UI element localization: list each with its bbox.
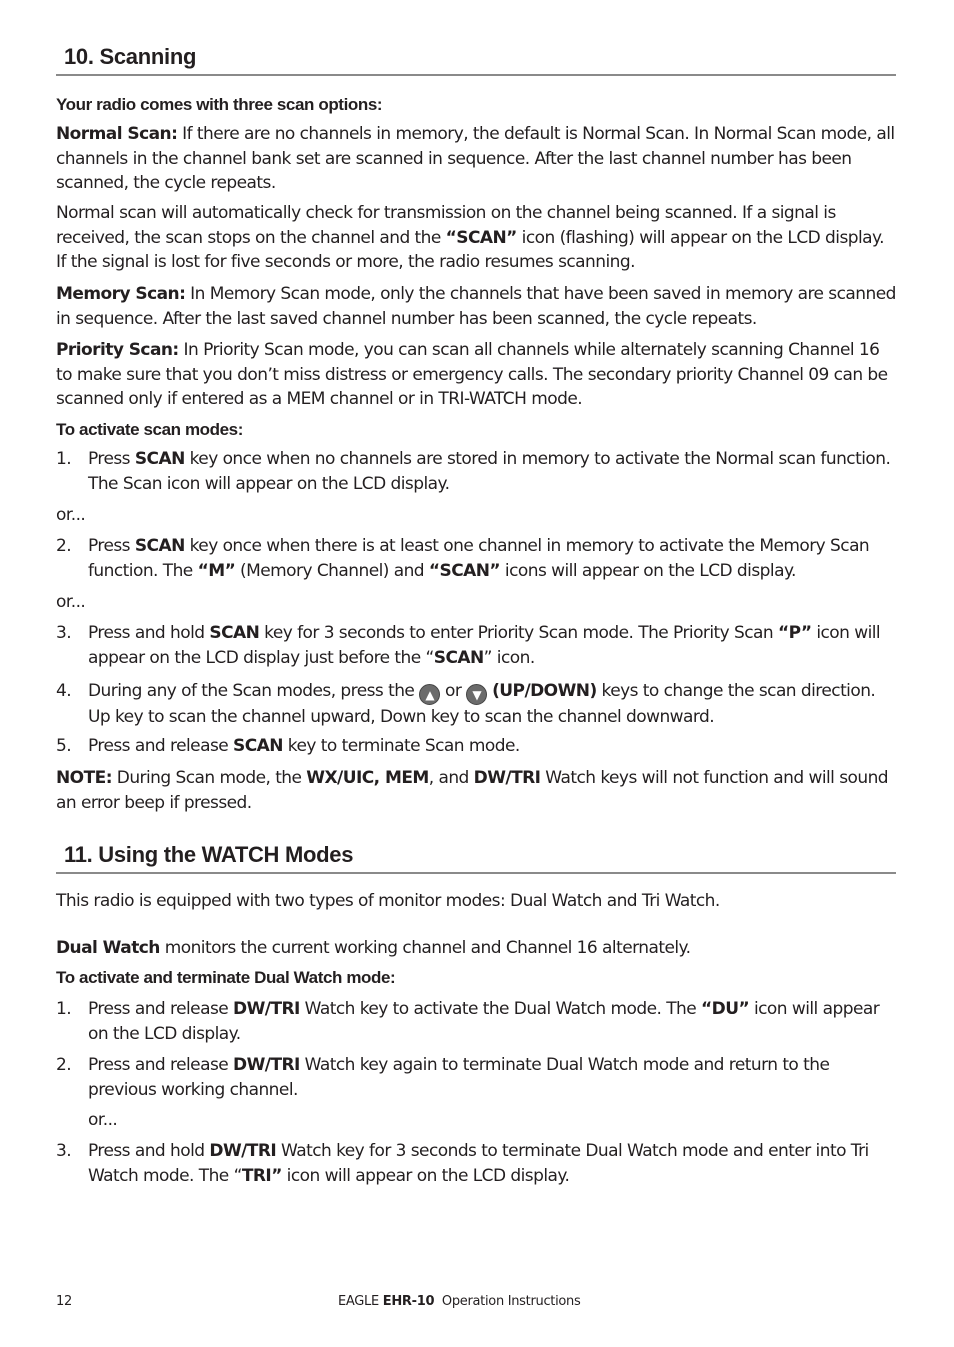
scan-key-ref: SCAN [134,449,185,469]
scan-options-heading: Your radio comes with three scan options: [56,95,383,114]
step-text [88,997,896,1046]
watch-intro: This radio is equipped with two types of monitor modes: Dual Watch and Tri Watch. [56,891,720,911]
watch-step-2 [56,1053,896,1102]
scan-icon-ref: “SCAN” [428,560,501,581]
step-text-part: Press and release [88,1055,234,1075]
scan-key-ref: SCAN [233,736,283,756]
dw-tri-key-ref: DW/TRI [233,999,300,1019]
scan-icon-ref: SCAN [433,647,484,668]
down-arrow-icon: ▼ [466,684,487,705]
normal-scan-text: If there are no channels in memory, the default is Normal Scan. In Normal Scan mode, all channels in the channel bank set are scanned in sequence. After the last channel number has been scanned, the cycle repeats. [56,124,895,193]
normal-scan-label: Normal Scan: [56,124,178,144]
dual-watch-heading: To activate and terminate Dual Watch mode: [56,968,396,987]
watch-step-3 [56,1139,896,1188]
step-text-part: Press and hold [88,623,210,643]
step-text-part: key once when no channels are stored in memory to activate the Normal scan function. The Scan icon will appear on the LCD display. [88,449,891,494]
step-text-part: (Memory Channel) and [235,560,429,581]
footer-title [338,1294,580,1309]
normal-scan-detail-paragraph [56,201,896,275]
section-11-title: 11. Using the WATCH Modes [56,842,896,874]
step-text [88,734,896,759]
wx-mem-key-ref: WX/UIC, MEM [306,768,429,788]
step-text-part: key for 3 seconds to enter Priority Scan mode. The Priority Scan [259,623,778,643]
step-text-part: icon will appear on the LCD display. [281,1165,570,1186]
or-separator: or... [88,1110,118,1130]
scan-icon-ref: “SCAN” [445,227,517,248]
dw-tri-key-ref: DW/TRI [473,768,541,788]
normal-scan-detail-text-c: icon (flashing) will appear on the LCD display. If the signal is lost for five seconds or more, the radio resumes scanning. [56,227,884,272]
dual-watch-text: monitors the current working channel and Channel 16 alternately. [159,938,691,958]
scan-step-3 [56,621,896,670]
step-text-part: or [440,681,467,701]
step-number: 2. [56,536,72,556]
up-down-key-ref: (UP/DOWN) [492,681,597,701]
note-text-part: Watch keys will not function and will sound an error beep if pressed. [56,768,889,813]
step-number: 1. [56,999,72,1019]
step-text [88,534,896,583]
memory-scan-text: In Memory Scan mode, only the channels that have been saved in memory are scanned in sequence. After the last saved channel number has been scanned, the cycle repeats. [56,284,896,329]
priority-scan-paragraph [56,338,896,412]
step-text-part: Press [88,536,135,556]
dw-tri-key-ref: DW/TRI [209,1141,277,1161]
scan-step-4 [56,679,896,730]
step-text [88,447,896,496]
page-number: 12 [56,1294,72,1309]
step-text-part: keys to change the scan direction. Up key to scan the channel upward, Down key to scan the channel downward. [88,681,876,727]
step-text [88,679,896,730]
step-text-part: ” icon. [483,647,535,668]
footer-doc: Operation Instructions [434,1294,581,1309]
priority-scan-text: In Priority Scan mode, you can scan all channels while alternately scanning Channel 16 to make sure that you don’t miss distress or emergency calls. The secondary priority Channel 09 can be scanned only if entered as a MEM channel or in TRI-WATCH mode. [56,340,888,409]
step-number: 1. [56,449,72,469]
dual-watch-paragraph [56,936,896,961]
step-text-part: Press [88,449,135,469]
step-text-part: icon will appear on the LCD display just before the “ [88,623,881,668]
scan-step-2 [56,534,896,583]
step-text-part: key to terminate Scan mode. [282,736,520,756]
step-text-part: Press and hold [88,1141,210,1161]
or-separator: or... [56,592,86,612]
note-label: NOTE: [56,768,112,788]
step-text-part: key once when there is at least one channel in memory to activate the Memory Scan function. The [88,536,870,581]
step-text [88,621,896,670]
step-text [88,1053,896,1102]
step-number: 2. [56,1055,72,1075]
normal-scan-detail-text-a: Normal scan will automatically check for transmission on the channel being scanned. If a signal is received, the scan stops on the channel and the [56,203,836,248]
priority-scan-label: Priority Scan: [56,340,179,360]
section-10-title: 10. Scanning [56,44,896,76]
scan-step-5 [56,734,896,759]
step-text [88,1139,896,1188]
dual-watch-label: Dual Watch [56,938,160,958]
scan-step-1 [56,447,896,496]
note-text-part: , and [428,768,474,788]
note-text-part: During Scan mode, the [111,768,307,788]
step-text-part: Press and release [88,736,234,756]
step-number: 4. [56,681,72,701]
step-text-part: During any of the Scan modes, press the [88,681,420,701]
m-icon-ref: “M” [197,560,236,581]
dw-tri-key-ref: DW/TRI [233,1055,300,1075]
memory-scan-label: Memory Scan: [56,284,186,304]
step-text-part: Watch key again to terminate Dual Watch mode and return to the previous working channel. [88,1055,830,1100]
step-text-part: icon will appear on the LCD display. [88,999,880,1044]
tri-icon-ref: TRI” [241,1165,282,1186]
step-number: 5. [56,736,72,756]
scan-key-ref: SCAN [209,623,260,643]
watch-step-1 [56,997,896,1046]
up-arrow-icon: ▲ [419,684,440,705]
step-number: 3. [56,1141,72,1161]
footer-model: EHR-10 [382,1294,435,1309]
p-icon-ref: “P” [778,623,812,643]
normal-scan-paragraph [56,122,896,196]
footer-brand: EAGLE [338,1294,383,1309]
step-number: 3. [56,623,72,643]
step-text-part: icons will appear on the LCD display. [500,560,796,581]
step-text-part: Watch key to activate the Dual Watch mode. The [299,999,702,1019]
step-text-part: Watch key for 3 seconds to terminate Dual Watch mode and enter into Tri Watch mode. The “ [88,1141,869,1186]
or-separator: or... [56,505,86,525]
scan-key-ref: SCAN [134,536,185,556]
scan-note [56,766,896,815]
du-icon-ref: “DU” [701,999,750,1019]
memory-scan-paragraph [56,282,896,331]
step-text-part: Press and release [88,999,234,1019]
activate-scan-heading: To activate scan modes: [56,420,243,439]
